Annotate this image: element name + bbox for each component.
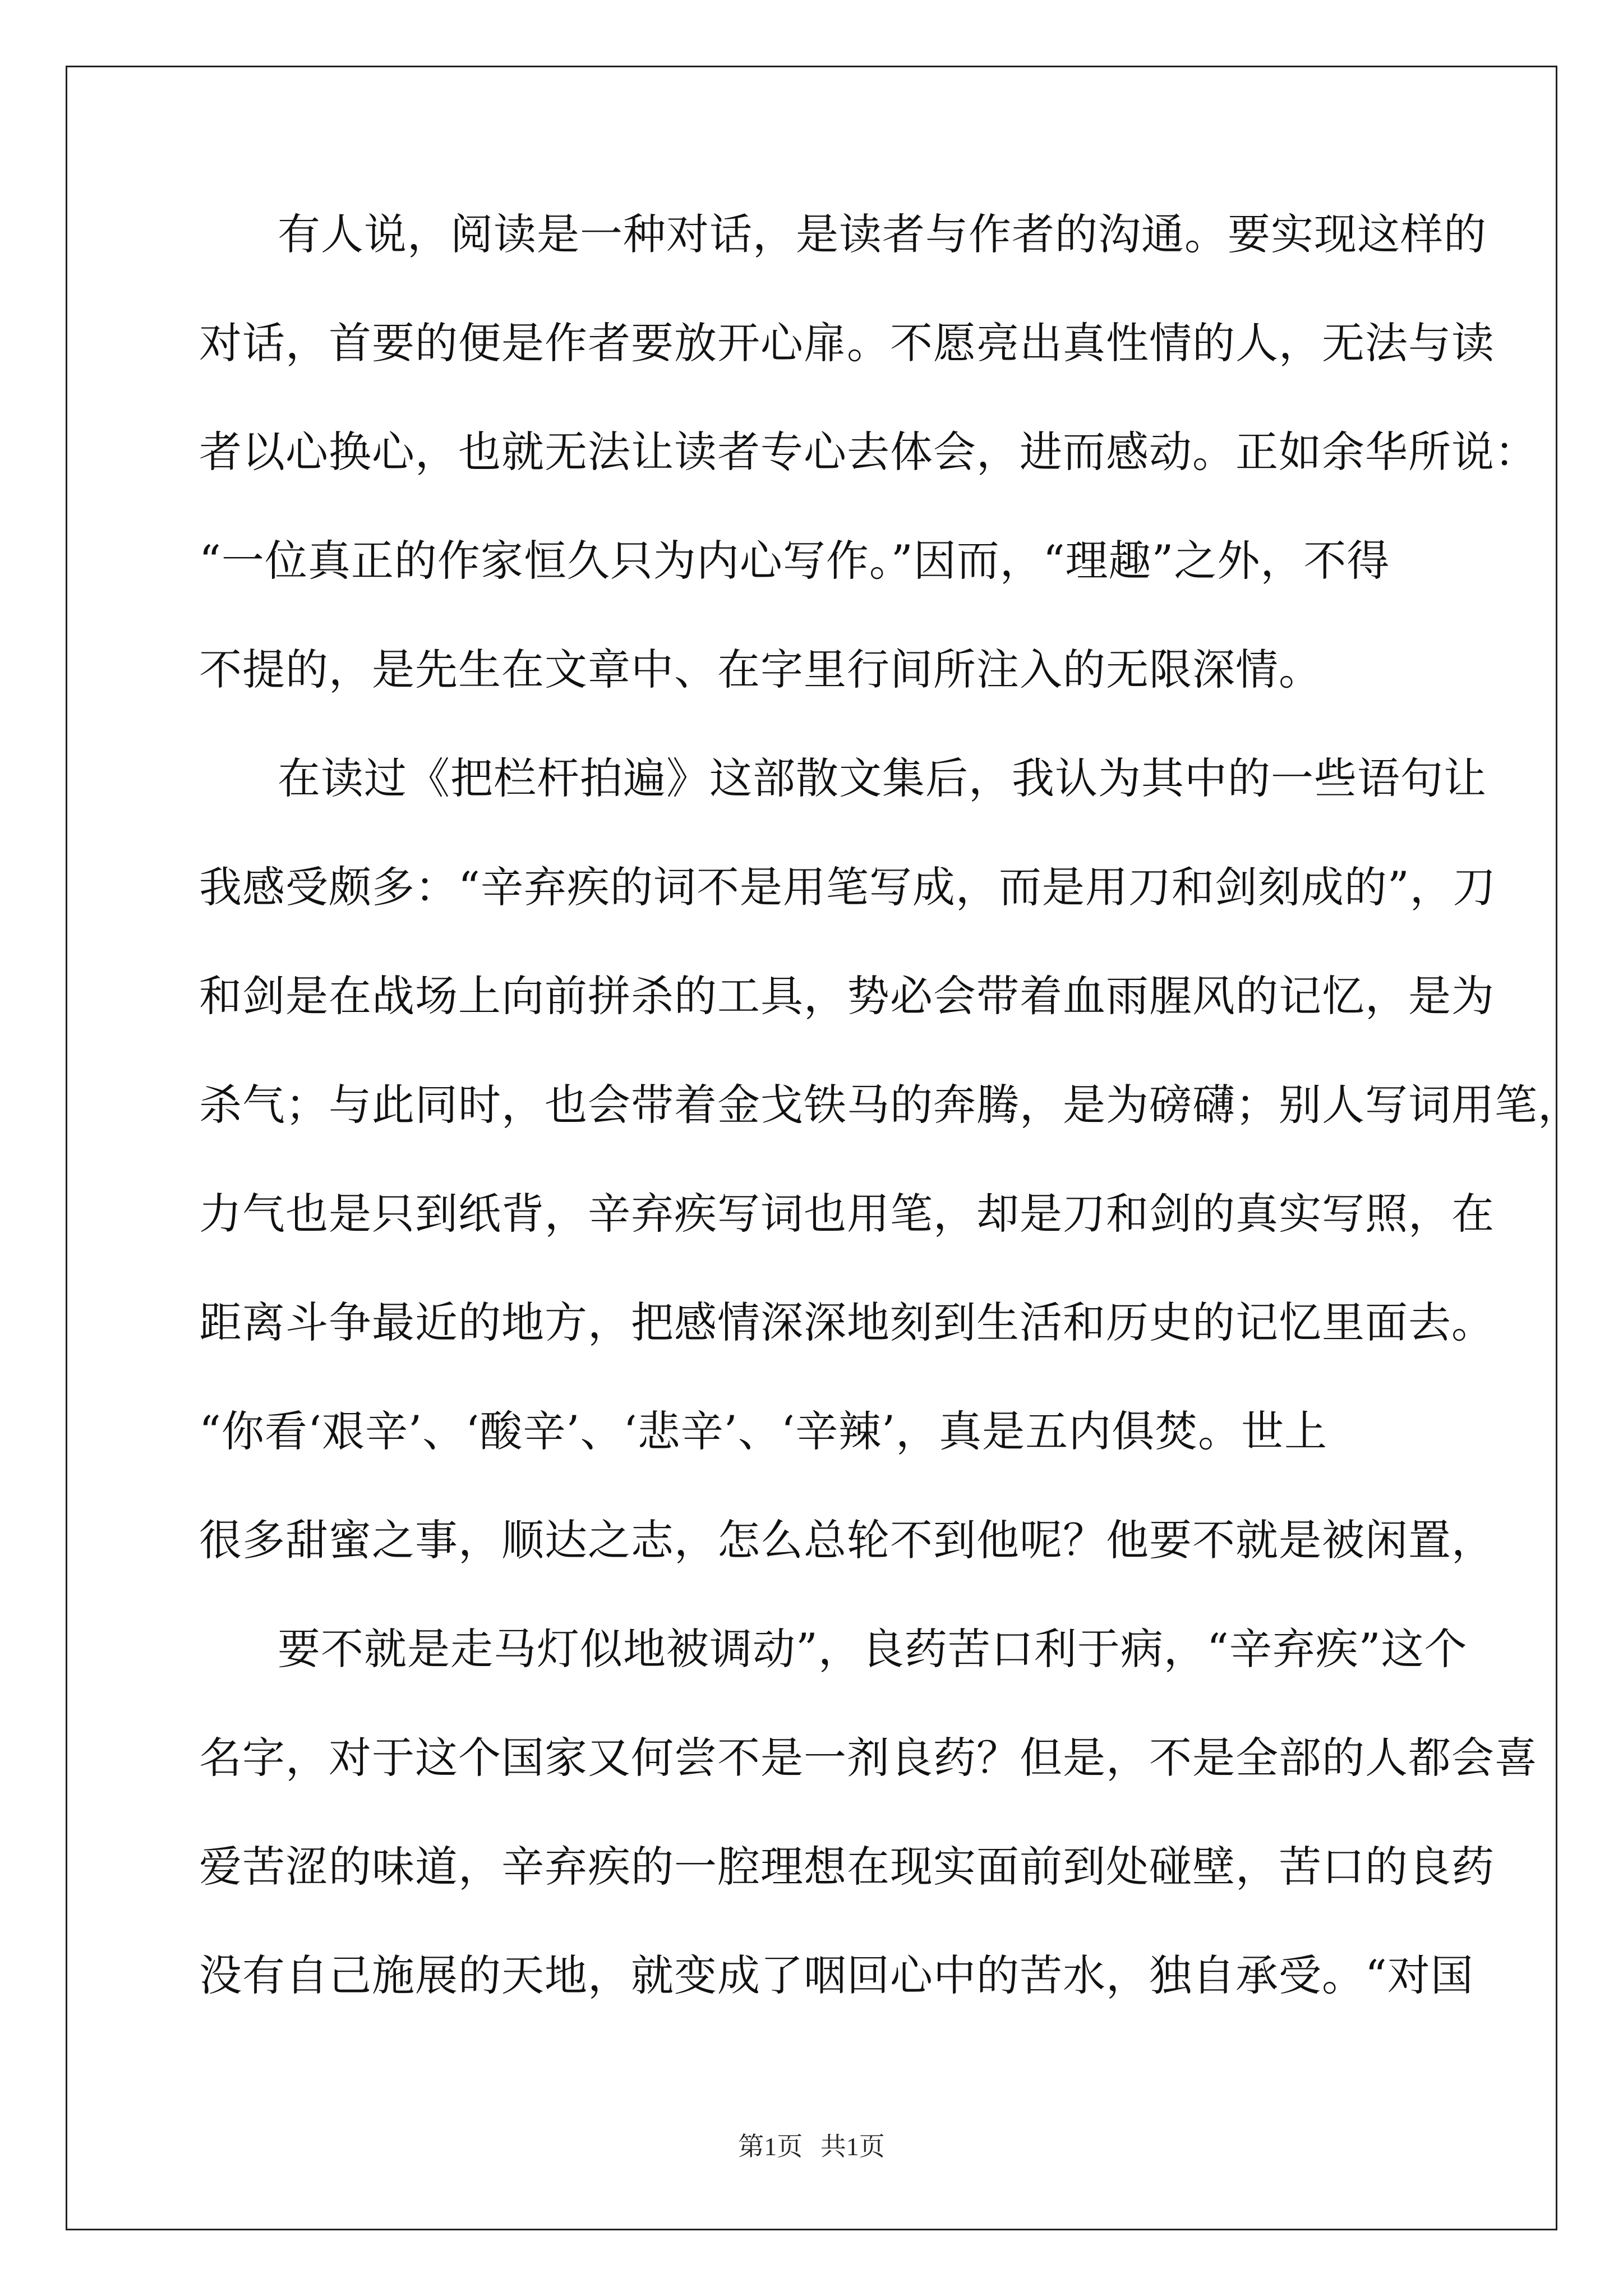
text-line-2: 对话，首要的便是作者要放开心扉。不愿亮出真性情的人，无法与读	[199, 318, 1495, 368]
text-line-1: 有人说，阅读是一种对话，是读者与作者的沟通。要实现这样的	[278, 209, 1487, 259]
text-line-14: 要不就是走马灯似地被调动”，良药苦口利于病，“辛弃疾”这个	[278, 1624, 1468, 1674]
text-line-4: “一位真正的作家恒久只为内心写作。”因而，“理趣”之外，不得	[199, 536, 1390, 586]
text-line-8: 和剑是在战场上向前拼杀的工具，势必会带着血雨腥风的记忆，是为	[199, 971, 1495, 1021]
text-line-12: “你看‘艰辛’、‘酸辛’、‘悲辛’、‘辛辣’，真是五内俱焚。世上	[199, 1406, 1328, 1456]
page-total: 共1页	[820, 2132, 885, 2161]
text-line-7: 我感受颇多：“辛弃疾的词不是用笔写成，而是用刀和剑刻成的”，刀	[199, 862, 1496, 912]
page-border	[66, 66, 1557, 2230]
text-line-16: 爱苦涩的味道，辛弃疾的一腔理想在现实面前到处碰壁，苦口的良药	[199, 1842, 1495, 1892]
text-line-3: 者以心换心，也就无法让读者专心去体会，进而感动。正如余华所说：	[199, 427, 1538, 477]
text-line-5: 不提的，是先生在文章中、在字里行间所注入的无限深情。	[199, 645, 1322, 694]
text-line-11: 距离斗争最近的地方，把感情深深地刻到生活和历史的记忆里面去。	[199, 1297, 1495, 1347]
text-line-13: 很多甜蜜之事，顺达之志，怎么总轮不到他呢？他要不就是被闲置，	[199, 1515, 1495, 1565]
text-line-17: 没有自己施展的天地，就变成了咽回心中的苦水，独自承受。“对国	[199, 1950, 1474, 2000]
page-footer	[0, 2126, 1623, 2163]
page-number: 第1页	[738, 2132, 803, 2161]
text-line-15: 名字，对于这个国家又何尝不是一剂良药？但是，不是全部的人都会喜	[199, 1733, 1538, 1783]
text-line-9: 杀气；与此同时，也会带着金戈铁马的奔腾，是为磅礴；别人写词用笔，	[199, 1080, 1581, 1130]
text-line-10: 力气也是只到纸背，辛弃疾写词也用笔，却是刀和剑的真实写照，在	[199, 1189, 1495, 1239]
text-line-6: 在读过《把栏杆拍遍》这部散文集后，我认为其中的一些语句让	[278, 753, 1487, 803]
